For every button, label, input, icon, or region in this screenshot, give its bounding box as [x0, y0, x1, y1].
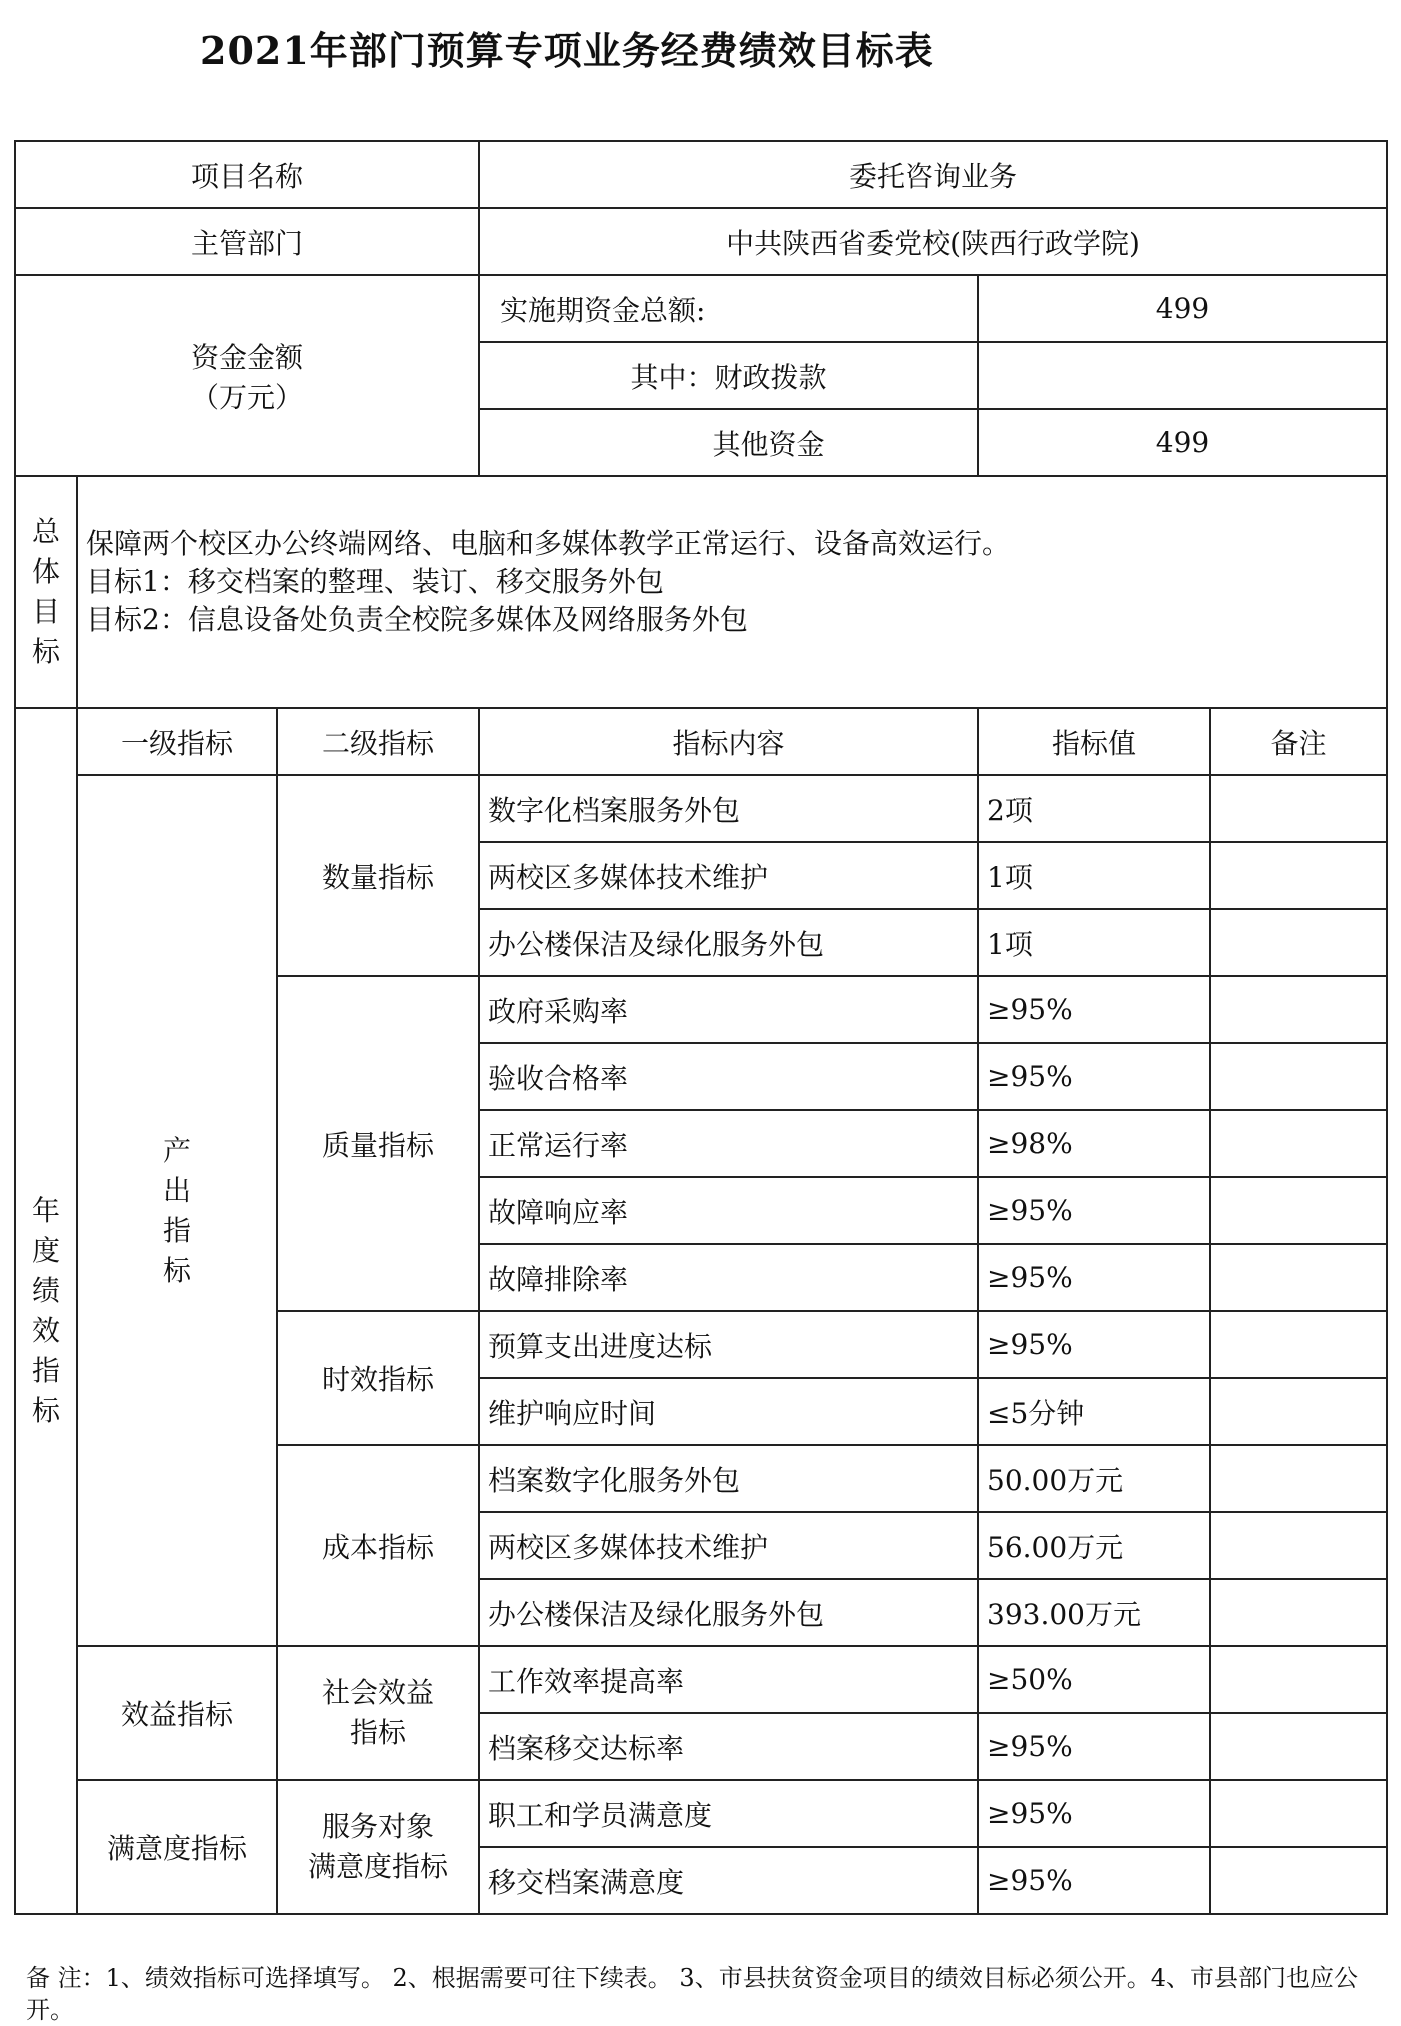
- indicator-note: [1210, 1579, 1387, 1646]
- header-value: 指标值: [978, 708, 1210, 775]
- indicator-value: 56.00万元: [978, 1512, 1210, 1579]
- funds-fiscal-label: 其中：财政拨款: [479, 342, 978, 409]
- overall-goal-line: 目标2：信息设备处负责全校院多媒体及网络服务外包: [86, 603, 748, 636]
- overall-goal-row: [15, 476, 1387, 708]
- indicator-note: [1210, 1713, 1387, 1780]
- indicator-note: [1210, 909, 1387, 976]
- annual-indicator-label: [15, 708, 77, 1914]
- overall-goal-text: [77, 476, 1387, 708]
- indicator-content: 职工和学员满意度: [479, 1780, 978, 1847]
- header-content: 指标内容: [479, 708, 978, 775]
- funds-other-value: 499: [978, 409, 1387, 476]
- indicator-content: 故障排除率: [479, 1244, 978, 1311]
- indicator-content: 办公楼保洁及绿化服务外包: [479, 909, 978, 976]
- overall-goal-label: [15, 476, 77, 708]
- indicator-value: ≥95%: [978, 1780, 1210, 1847]
- indicator-content: 数字化档案服务外包: [479, 775, 978, 842]
- annual-label-char: 效: [31, 1314, 60, 1347]
- header-note: 备注: [1210, 708, 1387, 775]
- overall-goal-label-char: 体: [31, 555, 60, 588]
- funds-total-label: 实施期资金总额:: [479, 275, 978, 342]
- satisfaction-indicator-label: 满意度指标: [77, 1780, 277, 1914]
- funds-label-cell: [15, 275, 479, 476]
- funds-total-value: 499: [978, 275, 1387, 342]
- page-title: 2021年部门预算专项业务经费绩效目标表: [200, 28, 934, 73]
- cost-indicator-label: 成本指标: [277, 1445, 479, 1646]
- indicator-note: [1210, 775, 1387, 842]
- header-level2: 二级指标: [277, 708, 479, 775]
- footnote: 备 注：1、绩效指标可选择填写。 2、根据需要可往下续表。 3、市县扶贫资金项目的绩效目标必须公开。4、市县部门也应公开。: [26, 1964, 1358, 2024]
- indicator-content: 维护响应时间: [479, 1378, 978, 1445]
- indicator-content: 两校区多媒体技术维护: [479, 1512, 978, 1579]
- overall-goal-line: 目标1：移交档案的整理、装订、移交服务外包: [86, 565, 664, 598]
- annual-label-char: 度: [31, 1234, 60, 1267]
- timeliness-indicator-label: 时效指标: [277, 1311, 479, 1445]
- output-indicator-label: [77, 775, 277, 1646]
- department-label: 主管部门: [15, 208, 479, 275]
- quantity-indicator-label: 数量指标: [277, 775, 479, 976]
- quality-indicator-label: 质量指标: [277, 976, 479, 1311]
- table-row: [15, 775, 1387, 842]
- indicator-content: 验收合格率: [479, 1043, 978, 1110]
- annual-label-char: 年: [31, 1194, 60, 1227]
- funds-total-row: [15, 275, 1387, 342]
- service-satisfaction-label-line: 满意度指标: [308, 1850, 449, 1883]
- output-label-char: 出: [162, 1173, 191, 1207]
- overall-goal-line: 保障两个校区办公终端网络、电脑和多媒体教学正常运行、设备高效运行。: [86, 527, 1011, 560]
- indicator-note: [1210, 1043, 1387, 1110]
- indicator-note: [1210, 1445, 1387, 1512]
- department-row: [15, 208, 1387, 275]
- table-row: [15, 1780, 1387, 1847]
- indicator-content: 工作效率提高率: [479, 1646, 978, 1713]
- indicator-value: 2项: [978, 775, 1210, 842]
- indicator-value: 1项: [978, 842, 1210, 909]
- indicator-value: ≥95%: [978, 1847, 1210, 1914]
- project-row: [15, 141, 1387, 208]
- annual-label-char: 绩: [31, 1274, 60, 1307]
- indicator-value: ≥95%: [978, 1244, 1210, 1311]
- indicator-note: [1210, 1244, 1387, 1311]
- indicator-value: ≥50%: [978, 1646, 1210, 1713]
- indicator-value: ≥95%: [978, 1311, 1210, 1378]
- indicator-content: 政府采购率: [479, 976, 978, 1043]
- output-label-char: 标: [162, 1253, 191, 1287]
- header-level1: 一级指标: [77, 708, 277, 775]
- funds-fiscal-value: [978, 342, 1387, 409]
- service-satisfaction-label-line: 服务对象: [322, 1810, 435, 1843]
- indicator-note: [1210, 976, 1387, 1043]
- indicator-note: [1210, 1847, 1387, 1914]
- social-benefit-label-line: 社会效益: [322, 1676, 435, 1709]
- service-satisfaction-indicator-label: [277, 1780, 479, 1914]
- social-benefit-label-line: 指标: [350, 1716, 407, 1749]
- indicator-note: [1210, 1512, 1387, 1579]
- department-value: 中共陕西省委党校(陕西行政学院): [479, 208, 1387, 275]
- indicator-note: [1210, 1110, 1387, 1177]
- indicator-value: 50.00万元: [978, 1445, 1210, 1512]
- indicator-note: [1210, 1646, 1387, 1713]
- indicator-note: [1210, 1177, 1387, 1244]
- indicator-content: 正常运行率: [479, 1110, 978, 1177]
- project-value: 委托咨询业务: [479, 141, 1387, 208]
- indicator-value: ≤5分钟: [978, 1378, 1210, 1445]
- overall-goal-label-char: 总: [31, 515, 60, 548]
- funds-label: 资金金额: [191, 340, 304, 374]
- annual-label-char: 指: [31, 1354, 60, 1387]
- indicator-note: [1210, 1378, 1387, 1445]
- indicator-content: 故障响应率: [479, 1177, 978, 1244]
- performance-table: [14, 140, 1388, 1915]
- annual-label-char: 标: [31, 1394, 60, 1427]
- indicator-value: 393.00万元: [978, 1579, 1210, 1646]
- indicator-content: 档案数字化服务外包: [479, 1445, 978, 1512]
- indicator-value: ≥95%: [978, 1177, 1210, 1244]
- social-benefit-indicator-label: [277, 1646, 479, 1780]
- indicator-value: 1项: [978, 909, 1210, 976]
- indicator-value: ≥98%: [978, 1110, 1210, 1177]
- header-row: [15, 708, 1387, 775]
- output-label-char: 指: [162, 1213, 191, 1247]
- benefit-indicator-label: 效益指标: [77, 1646, 277, 1780]
- indicator-content: 两校区多媒体技术维护: [479, 842, 978, 909]
- overall-goal-label-char: 目: [31, 595, 60, 628]
- funds-other-label: 其他资金: [479, 409, 978, 476]
- indicator-content: 档案移交达标率: [479, 1713, 978, 1780]
- indicator-value: ≥95%: [978, 976, 1210, 1043]
- indicator-note: [1210, 1311, 1387, 1378]
- indicator-content: 移交档案满意度: [479, 1847, 978, 1914]
- indicator-value: ≥95%: [978, 1713, 1210, 1780]
- output-label-char: 产: [162, 1133, 191, 1167]
- project-label: 项目名称: [15, 141, 479, 208]
- indicator-content: 办公楼保洁及绿化服务外包: [479, 1579, 978, 1646]
- table-row: [15, 1646, 1387, 1713]
- funds-unit: （万元）: [191, 380, 304, 414]
- indicator-value: ≥95%: [978, 1043, 1210, 1110]
- overall-goal-label-char: 标: [31, 635, 60, 668]
- indicator-content: 预算支出进度达标: [479, 1311, 978, 1378]
- indicator-note: [1210, 842, 1387, 909]
- indicator-note: [1210, 1780, 1387, 1847]
